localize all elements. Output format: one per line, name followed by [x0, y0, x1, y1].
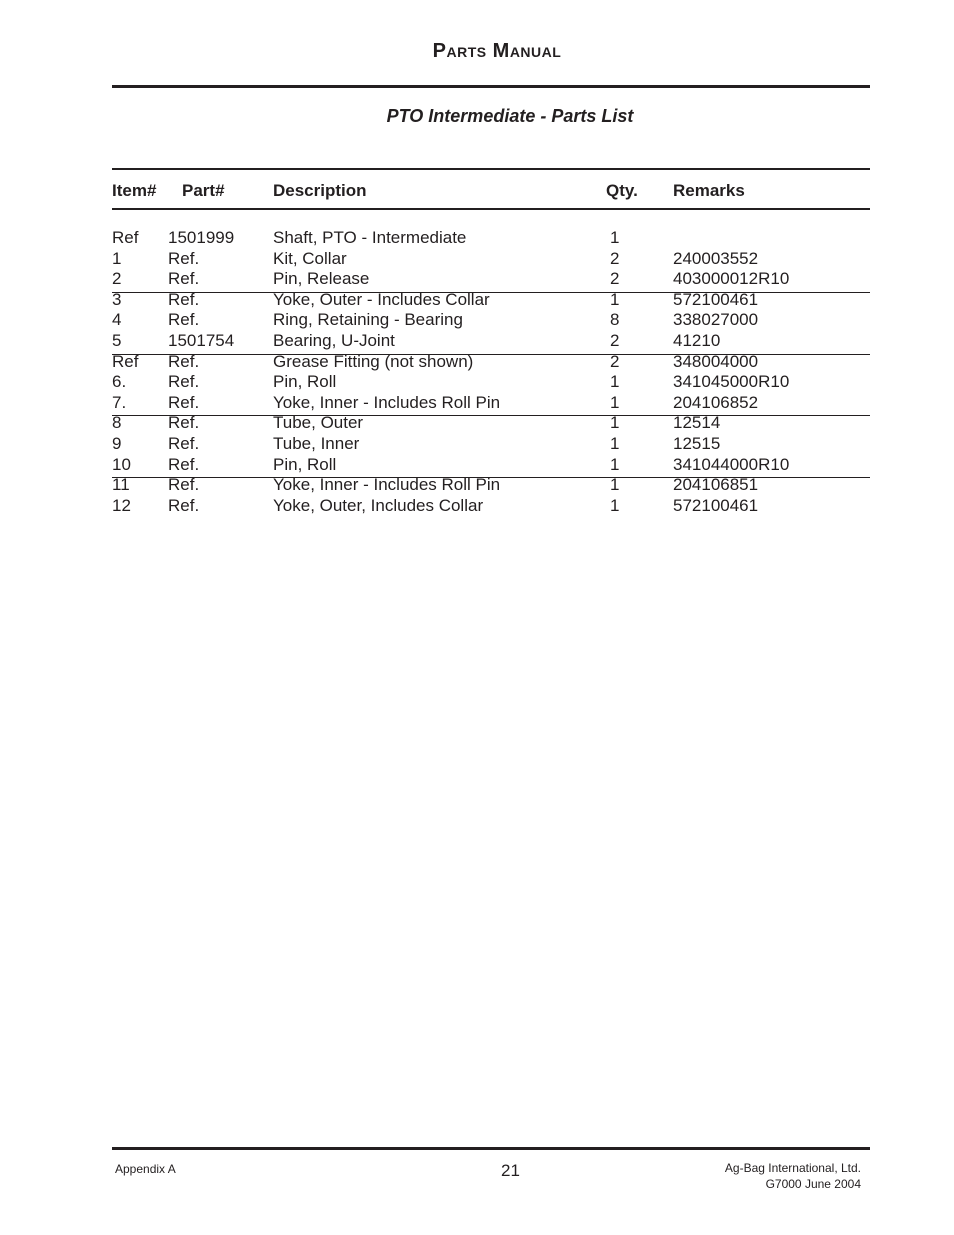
page-number: 21	[501, 1161, 520, 1180]
cell-part: Ref.	[168, 413, 200, 433]
cell-part: 1501999	[168, 228, 235, 247]
cell-qty: 8	[610, 310, 620, 330]
cell-description: Kit, Collar	[273, 248, 347, 268]
cell-remarks: 338027000	[673, 310, 759, 330]
cell-remarks: 348004000	[673, 351, 759, 371]
cell-qty: 1	[610, 413, 620, 433]
cell-remarks: 240003552	[673, 248, 759, 268]
cell-item: 11	[112, 475, 130, 495]
cell-qty: 1	[610, 372, 620, 392]
cell-item: 4	[112, 310, 122, 330]
cell-remarks: 12515	[673, 434, 721, 453]
header-rule	[112, 85, 870, 88]
footer-publisher	[725, 1160, 861, 1192]
cell-description: Shaft, PTO - Intermediate	[273, 228, 467, 247]
cell-item: 5	[112, 331, 122, 350]
table-row	[0, 310, 954, 330]
cell-part: Ref.	[168, 269, 200, 289]
footer-doc-ref: G7000 June 2004	[765, 1177, 861, 1191]
table-row	[0, 249, 954, 269]
cell-description: Yoke, Outer, Includes Collar	[273, 495, 484, 515]
cell-description: Bearing, U-Joint	[273, 331, 395, 350]
cell-remarks: 341044000R10	[673, 454, 790, 474]
cell-remarks: 341045000R10	[673, 372, 790, 392]
cell-part: Ref.	[168, 454, 200, 474]
table-row	[0, 475, 954, 495]
cell-description: Pin, Release	[273, 269, 370, 289]
cell-description: Ring, Retaining - Bearing	[273, 310, 463, 330]
column-header-item: Item#	[112, 181, 157, 200]
cell-qty: 2	[610, 351, 620, 371]
cell-qty: 2	[610, 248, 620, 268]
cell-item: Ref	[112, 228, 139, 247]
cell-item: 7.	[112, 392, 127, 412]
cell-part: Ref.	[168, 392, 200, 412]
cell-remarks: 41210	[673, 331, 721, 350]
cell-item: Ref	[112, 351, 139, 371]
table-row	[0, 413, 954, 433]
cell-remarks: 572100461	[673, 289, 759, 309]
footer-company: Ag-Bag International, Ltd.	[724, 1161, 861, 1175]
footer-rule	[112, 1147, 870, 1150]
cell-part: Ref.	[168, 434, 200, 453]
table-row	[0, 496, 954, 516]
cell-qty: 1	[610, 289, 620, 309]
cell-part: 1501754	[168, 331, 235, 350]
cell-description: Tube, Inner	[273, 434, 360, 453]
cell-description: Pin, Roll	[273, 454, 337, 474]
page-header-title: Parts Manual	[432, 40, 562, 62]
cell-remarks: 572100461	[673, 495, 759, 515]
cell-item: 2	[112, 269, 122, 289]
cell-part: Ref.	[168, 310, 200, 330]
column-header-qty: Qty.	[606, 181, 638, 200]
table-row	[0, 455, 954, 475]
table-row	[0, 290, 954, 310]
cell-item: 9	[112, 434, 122, 453]
cell-qty: 1	[610, 392, 620, 412]
table-row	[0, 372, 954, 392]
cell-remarks: 12514	[673, 413, 721, 433]
table-row	[0, 352, 954, 372]
column-header-description: Description	[273, 181, 367, 200]
cell-qty: 1	[610, 475, 620, 495]
table-row	[0, 228, 954, 248]
table-top-rule	[112, 168, 870, 170]
cell-qty: 1	[610, 495, 620, 515]
cell-qty: 1	[610, 228, 620, 247]
cell-item: 8	[112, 413, 122, 433]
cell-description: Yoke, Inner - Includes Roll Pin	[273, 392, 501, 412]
cell-item: 3	[112, 289, 122, 309]
cell-part: Ref.	[168, 475, 200, 495]
footer-appendix: Appendix A	[115, 1162, 176, 1176]
table-row	[0, 393, 954, 413]
cell-qty: 1	[610, 434, 620, 453]
table-row	[0, 331, 954, 351]
cell-remarks: 204106851	[673, 475, 759, 495]
cell-description: Pin, Roll	[273, 372, 337, 392]
column-header-remarks: Remarks	[673, 181, 745, 200]
cell-description: Yoke, Outer - Includes Collar	[273, 289, 490, 309]
column-header-part: Part#	[182, 181, 225, 200]
cell-part: Ref.	[168, 351, 200, 371]
cell-item: 12	[112, 495, 131, 515]
cell-part: Ref.	[168, 248, 200, 268]
cell-remarks: 403000012R10	[673, 269, 790, 289]
cell-qty: 2	[610, 269, 620, 289]
cell-part: Ref.	[168, 495, 200, 515]
table-row	[0, 434, 954, 454]
table-row	[0, 269, 954, 289]
cell-item: 6.	[112, 372, 127, 392]
cell-part: Ref.	[168, 372, 200, 392]
cell-part: Ref.	[168, 289, 200, 309]
cell-description: Yoke, Inner - Includes Roll Pin	[273, 475, 501, 495]
cell-description: Tube, Outer	[273, 413, 364, 433]
cell-item: 1	[112, 248, 122, 268]
cell-qty: 1	[610, 454, 620, 474]
cell-item: 10	[112, 454, 131, 474]
cell-description: Grease Fitting (not shown)	[273, 351, 474, 371]
cell-qty: 2	[610, 331, 620, 350]
table-header-rule	[112, 208, 870, 210]
section-title: PTO Intermediate - Parts List	[386, 106, 634, 126]
cell-remarks: 204106852	[673, 392, 759, 412]
